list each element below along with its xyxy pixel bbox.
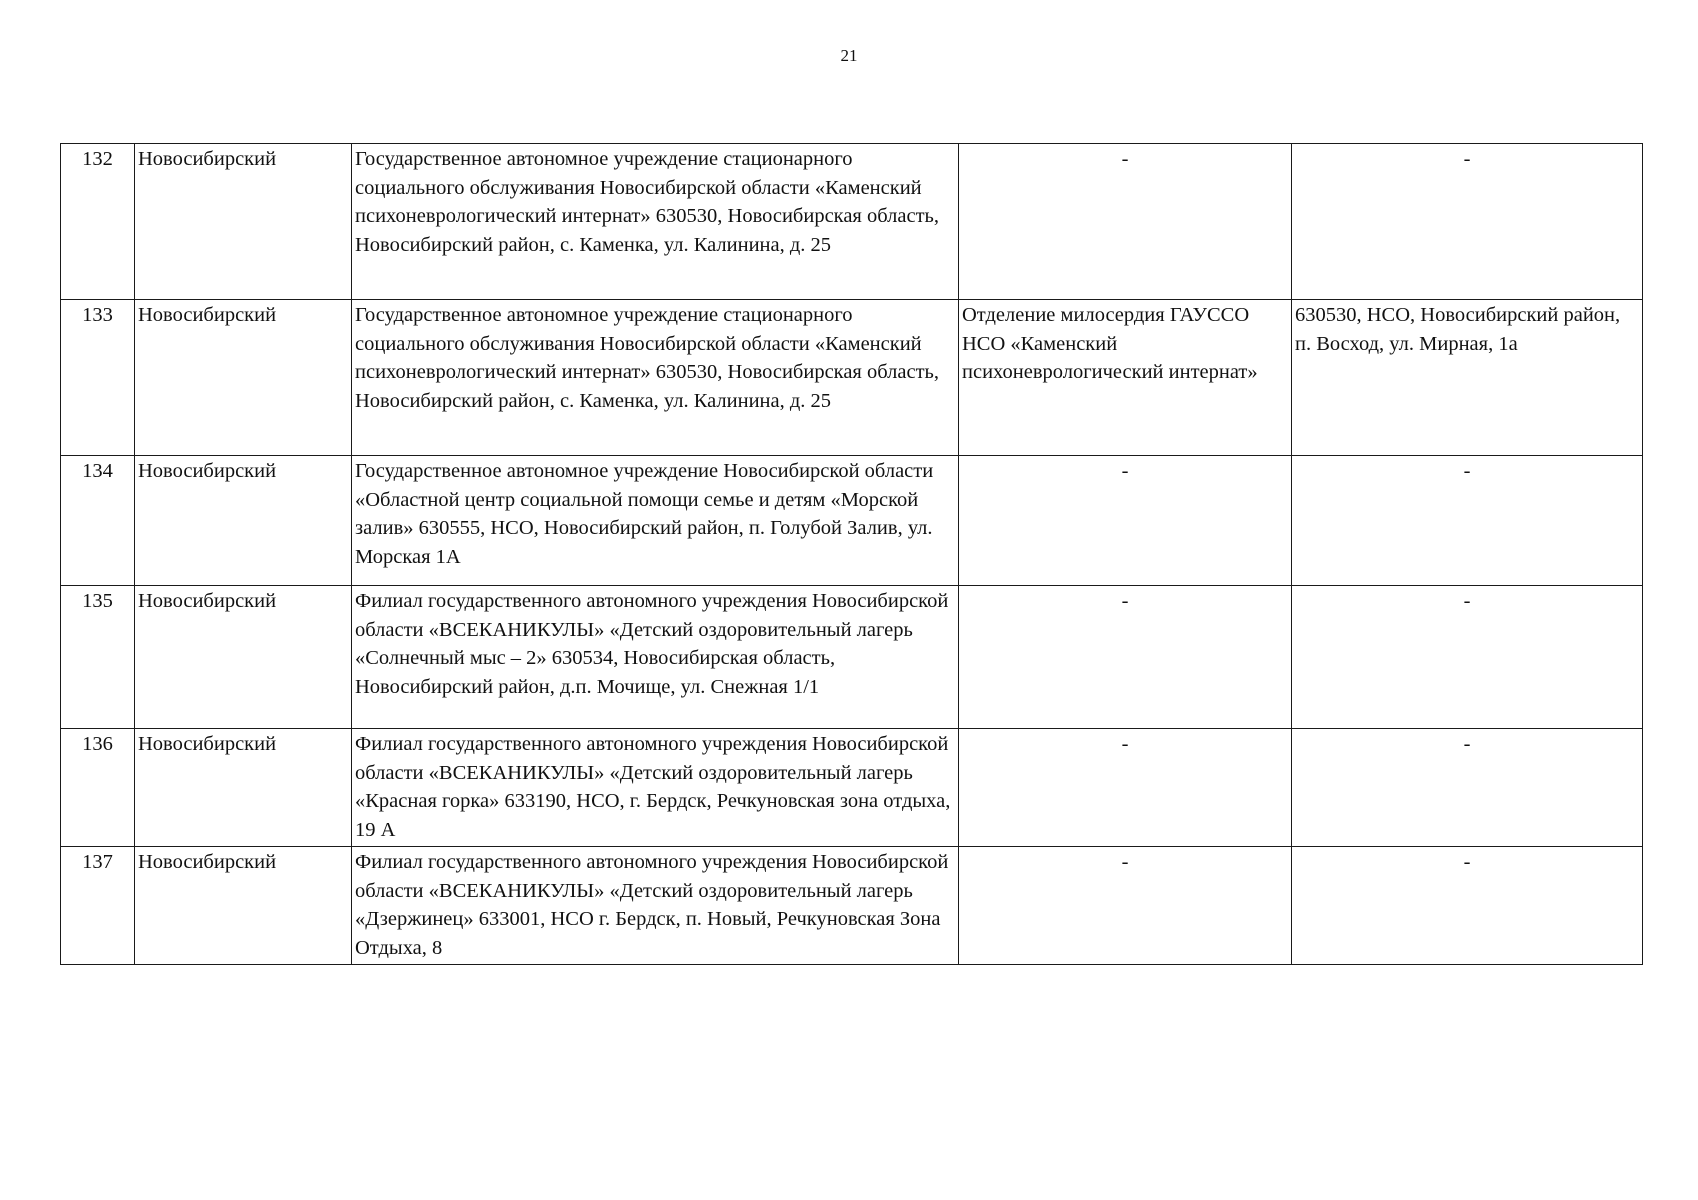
institution-cell: Филиал государственного автономного учреждения Новосибирской области «ВСЕКАНИКУЛЫ» «Детский оздоровительный лагерь «Дзержинец» 633001, НСО г. Бердск, п. Новый, Речкуновская Зона Отдыха, 8 <box>352 847 959 965</box>
district-cell: Новосибирский <box>135 300 352 456</box>
institution-cell: Филиал государственного автономного учреждения Новосибирской области «ВСЕКАНИКУЛЫ» «Детский оздоровительный лагерь «Солнечный мыс – 2» 630534, Новосибирская область, Новосибирский район, д.п. Мочище, ул. Снежная 1/1 <box>352 586 959 729</box>
table-row <box>61 847 1643 965</box>
table-row <box>61 456 1643 586</box>
row-number-cell: 134 <box>61 456 135 586</box>
district-cell: Новосибирский <box>135 456 352 586</box>
district-cell: Новосибирский <box>135 144 352 300</box>
branch-cell: - <box>959 847 1292 965</box>
district-cell: Новосибирский <box>135 586 352 729</box>
branch-address-cell: - <box>1292 144 1643 300</box>
table-row <box>61 729 1643 847</box>
row-number-cell: 132 <box>61 144 135 300</box>
table-row <box>61 144 1643 300</box>
page-number: 21 <box>840 46 858 65</box>
row-number-cell: 136 <box>61 729 135 847</box>
table-row <box>61 300 1643 456</box>
district-cell: Новосибирский <box>135 847 352 965</box>
branch-cell: Отделение милосердия ГАУССО НСО «Каменский психоневрологический интернат» <box>959 300 1292 456</box>
branch-cell: - <box>959 144 1292 300</box>
branch-address-cell: - <box>1292 729 1643 847</box>
institution-cell: Филиал государственного автономного учреждения Новосибирской области «ВСЕКАНИКУЛЫ» «Детский оздоровительный лагерь «Красная горка» 633190, НСО, г. Бердск, Речкуновская зона отдыха, 19 А <box>352 729 959 847</box>
branch-address-cell: - <box>1292 586 1643 729</box>
branch-cell: - <box>959 729 1292 847</box>
institution-cell: Государственное автономное учреждение стационарного социального обслуживания Новосибирской области «Каменский психоневрологический интернат» 630530, Новосибирская область, Новосибирский район, с. Каменка, ул. Калинина, д. 25 <box>352 300 959 456</box>
row-number-cell: 135 <box>61 586 135 729</box>
institution-cell: Государственное автономное учреждение стационарного социального обслуживания Новосибирской области «Каменский психоневрологический интернат» 630530, Новосибирская область, Новосибирский район, с. Каменка, ул. Калинина, д. 25 <box>352 144 959 300</box>
institution-cell: Государственное автономное учреждение Новосибирской области «Областной центр социальной помощи семье и детям «Морской залив» 630555, НСО, Новосибирский район, п. Голубой Залив, ул. Морская 1А <box>352 456 959 586</box>
branch-cell: - <box>959 456 1292 586</box>
branch-address-cell: - <box>1292 847 1643 965</box>
row-number-cell: 133 <box>61 300 135 456</box>
table-row <box>61 586 1643 729</box>
registry-table-body <box>61 144 1643 965</box>
branch-cell: - <box>959 586 1292 729</box>
branch-address-cell: - <box>1292 456 1643 586</box>
row-number-cell: 137 <box>61 847 135 965</box>
branch-address-cell: 630530, НСО, Новосибирский район, п. Восход, ул. Мирная, 1а <box>1292 300 1643 456</box>
district-cell: Новосибирский <box>135 729 352 847</box>
registry-table <box>60 143 1643 965</box>
